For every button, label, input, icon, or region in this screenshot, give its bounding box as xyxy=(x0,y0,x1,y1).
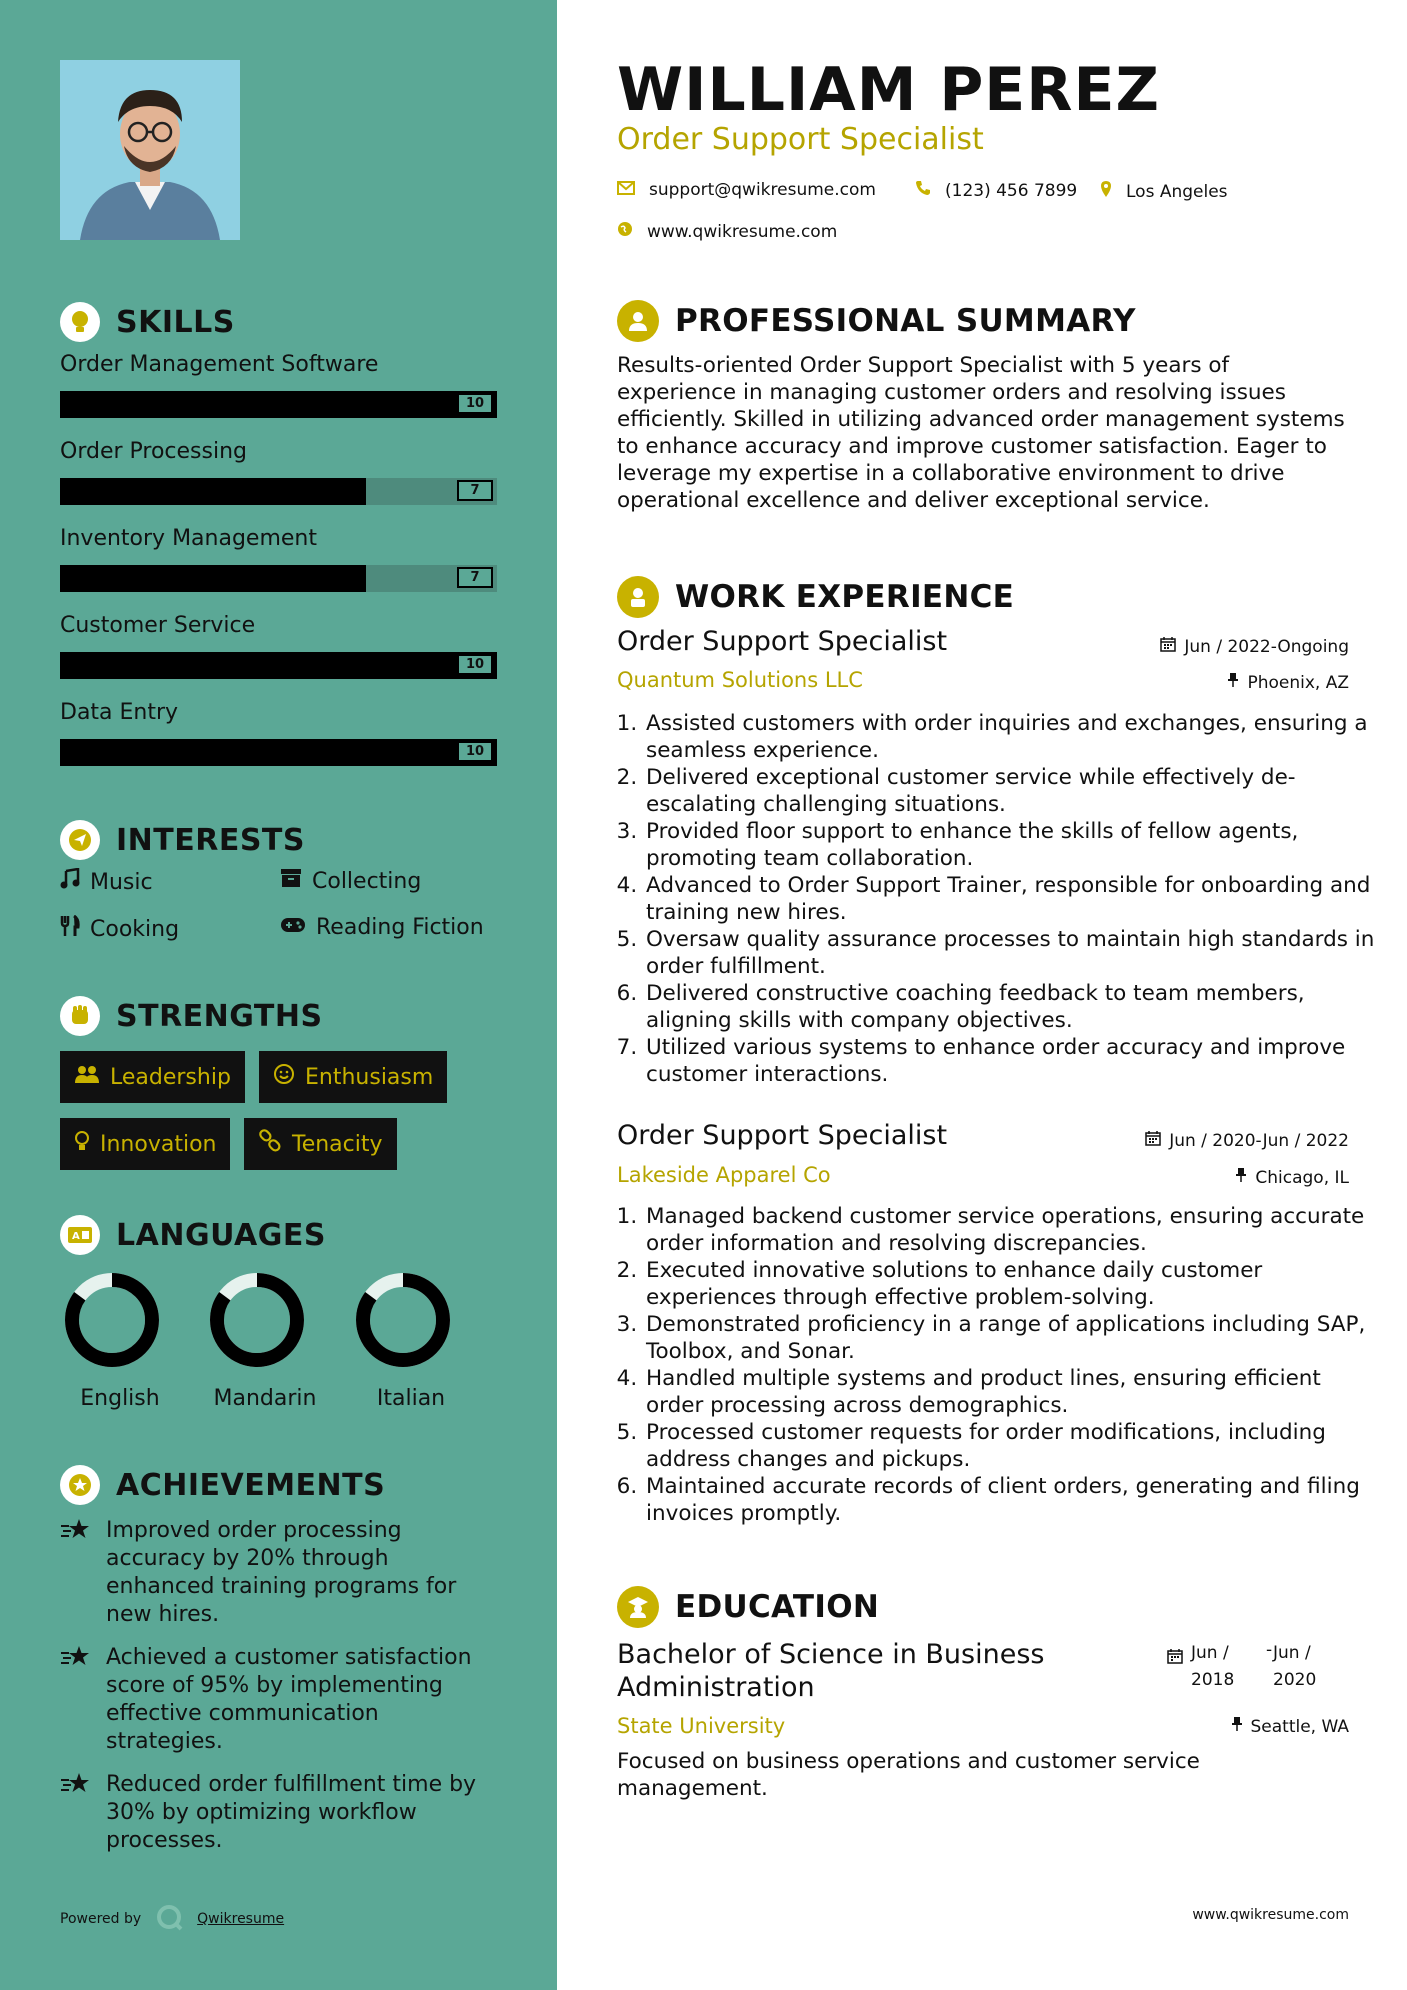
shooting-star-icon xyxy=(60,1517,92,1629)
language-ring xyxy=(64,1272,160,1372)
lightbulb-icon xyxy=(74,1130,90,1158)
footer-site[interactable]: www.qwikresume.com xyxy=(1192,1907,1349,1923)
location-text: Los Angeles xyxy=(1126,181,1228,202)
cutlery-icon xyxy=(60,915,80,943)
summary-title: PROFESSIONAL SUMMARY xyxy=(675,303,1136,339)
skill-value: 10 xyxy=(457,741,493,762)
education-title: EDUCATION xyxy=(675,1589,880,1625)
strength-chip xyxy=(60,1051,245,1103)
achievement-item xyxy=(60,1771,500,1855)
interest-item xyxy=(60,868,153,896)
candidate-name: WILLIAM PEREZ xyxy=(617,55,1160,125)
interest-label: Music xyxy=(90,869,153,895)
email-text[interactable]: support@qwikresume.com xyxy=(649,180,876,200)
job-dates xyxy=(1160,636,1349,657)
interest-label: Cooking xyxy=(90,916,180,942)
list-item: 5. Processed customer requests for order modifications, including address changes and pickups. xyxy=(644,1419,1384,1473)
briefcase-user-icon xyxy=(617,576,659,618)
profile-photo xyxy=(60,60,240,240)
achievement-item xyxy=(60,1644,500,1756)
strength-label: Tenacity xyxy=(292,1131,383,1157)
language-label: Mandarin xyxy=(213,1386,317,1411)
job-dates-text: Jun / 2022-Ongoing xyxy=(1184,636,1349,657)
map-pin-icon xyxy=(1100,180,1112,203)
strength-label: Leadership xyxy=(110,1064,231,1090)
strength-label: Enthusiasm xyxy=(305,1064,434,1090)
interest-item xyxy=(60,915,179,943)
edu-start-date: Jun / 2018 xyxy=(1191,1643,1235,1690)
interest-item xyxy=(280,915,484,940)
achievements-header xyxy=(60,1465,385,1505)
contact-phone xyxy=(915,180,1077,201)
job-location-text: Phoenix, AZ xyxy=(1247,672,1349,693)
summary-header xyxy=(617,300,1136,342)
interest-label: Reading Fiction xyxy=(316,915,484,940)
job-bullets xyxy=(610,1203,1384,1527)
skill-bar xyxy=(60,391,497,418)
svg-text:A: A xyxy=(72,1231,80,1242)
skill-label: Order Processing xyxy=(60,439,247,464)
list-item: 2. Executed innovative solutions to enhance daily customer experiences through effective problem-solving. xyxy=(644,1257,1384,1311)
summary-text: Results-oriented Order Support Specialist with 5 years of experience in managing customer orders and resolving issues efficiently. Skilled in utilizing advanced order management systems to enhance accuracy and improve customer satisfaction. Eager to leverage my expertise in a collaborative environment to drive operational excellence and deliver exceptional service. xyxy=(617,353,1345,513)
strength-chip xyxy=(244,1118,397,1170)
list-item: 5. Oversaw quality assurance processes to maintain high standards in order fulfillment. xyxy=(644,926,1384,980)
shooting-star-icon xyxy=(60,1644,92,1756)
list-item: 7. Utilized various systems to enhance order accuracy and improve customer interactions. xyxy=(644,1034,1384,1088)
skills-title: SKILLS xyxy=(116,304,235,340)
education-header xyxy=(617,1586,879,1628)
achievements-title: ACHIEVEMENTS xyxy=(116,1467,386,1503)
strengths-title: STRENGTHS xyxy=(116,998,323,1034)
globe-icon xyxy=(617,221,633,242)
job-bullets xyxy=(610,710,1384,1088)
experience-header xyxy=(617,576,1014,618)
list-item: 4. Handled multiple systems and product lines, ensuring efficient order processing across demographics. xyxy=(644,1365,1384,1419)
skill-bar xyxy=(60,478,497,505)
language-label: English xyxy=(80,1386,160,1411)
powered-by-label: Powered by xyxy=(60,1911,142,1927)
list-item: 6. Maintained accurate records of client orders, generating and filing invoices promptly. xyxy=(644,1473,1384,1527)
strength-label: Innovation xyxy=(100,1131,217,1157)
edu-end-date: Jun / 2020 xyxy=(1273,1643,1317,1690)
skill-bar xyxy=(60,739,497,766)
skill-label: Data Entry xyxy=(60,700,179,725)
job-dates xyxy=(1145,1130,1349,1151)
skill-label: Customer Service xyxy=(60,613,256,638)
list-item: 3. Provided floor support to enhance the skills of fellow agents, promoting team collaboration. xyxy=(644,818,1384,872)
job-location xyxy=(1235,1167,1349,1188)
gamepad-icon xyxy=(280,915,306,940)
contact-location xyxy=(1100,180,1228,203)
experience-title: WORK EXPERIENCE xyxy=(675,579,1015,615)
degree-title: Bachelor of Science in Business Administration xyxy=(617,1639,1045,1703)
website-text[interactable]: www.qwikresume.com xyxy=(647,221,838,242)
music-icon xyxy=(60,868,80,896)
company-name: Quantum Solutions LLC xyxy=(617,668,863,692)
skill-label: Inventory Management xyxy=(60,526,317,551)
skill-value: 7 xyxy=(457,567,493,588)
pin-icon xyxy=(1231,1716,1243,1737)
achievement-text: Reduced order fulfillment time by 30% by optimizing workflow processes. xyxy=(106,1772,477,1853)
envelope-icon xyxy=(617,180,635,200)
shooting-star-icon xyxy=(60,1771,92,1855)
users-icon xyxy=(74,1064,100,1090)
list-item: 6. Delivered constructive coaching feedback to team members, aligning skills with company objectives. xyxy=(644,980,1384,1034)
list-item: 4. Advanced to Order Support Trainer, responsible for onboarding and training new hires. xyxy=(644,872,1384,926)
list-item: 3. Demonstrated proficiency in a range of applications including SAP, Toolbox, and Sonar. xyxy=(644,1311,1384,1365)
translate-icon xyxy=(60,1215,100,1255)
list-item: 1. Managed backend customer service operations, ensuring accurate order information and resolving discrepancies. xyxy=(644,1203,1384,1257)
interests-title: INTERESTS xyxy=(116,822,305,858)
achievement-item xyxy=(60,1517,500,1629)
school-name: State University xyxy=(617,1714,786,1738)
job-location xyxy=(1227,672,1349,693)
skill-value: 7 xyxy=(457,480,493,501)
job-location-text: Chicago, IL xyxy=(1255,1167,1349,1188)
pin-icon xyxy=(1235,1167,1247,1188)
skills-header xyxy=(60,302,235,342)
pin-icon xyxy=(1227,672,1239,693)
language-ring xyxy=(355,1272,451,1372)
interest-label: Collecting xyxy=(312,868,422,894)
skill-value: 10 xyxy=(457,393,493,414)
smile-icon xyxy=(273,1063,295,1091)
edu-date-dash: - xyxy=(1266,1640,1273,1660)
achievement-text: Improved order processing accuracy by 20% through enhanced training programs for new hires. xyxy=(106,1518,457,1627)
list-item: 1. Assisted customers with order inquiries and exchanges, ensuring a seamless experience. xyxy=(644,710,1384,764)
company-name: Lakeside Apparel Co xyxy=(617,1163,831,1187)
interest-item xyxy=(280,868,421,894)
interests-header xyxy=(60,820,305,860)
skill-bar xyxy=(60,565,497,592)
language-label: Italian xyxy=(376,1386,446,1411)
paper-plane-icon xyxy=(60,820,100,860)
language-ring xyxy=(209,1272,305,1372)
skill-bar xyxy=(60,652,497,679)
contact-website xyxy=(617,221,837,242)
edu-location-text: Seattle, WA xyxy=(1250,1716,1349,1737)
edu-location xyxy=(1231,1716,1350,1737)
job-title: Order Support Specialist xyxy=(617,626,948,657)
fist-icon xyxy=(60,996,100,1036)
list-item: 2. Delivered exceptional customer service while effectively de-escalating challenging situations. xyxy=(644,764,1384,818)
calendar-icon xyxy=(1167,1648,1183,1668)
achievement-text: Achieved a customer satisfaction score of 95% by implementing effective communication strategies. xyxy=(106,1645,472,1754)
powered-by xyxy=(60,1903,284,1935)
archive-icon xyxy=(280,868,302,894)
job-dates-text: Jun / 2020-Jun / 2022 xyxy=(1169,1130,1349,1151)
job-title: Order Support Specialist xyxy=(617,1120,948,1151)
lightbulb-icon xyxy=(60,302,100,342)
skill-label: Order Management Software xyxy=(60,352,379,377)
edu-description: Focused on business operations and customer service management. xyxy=(617,1749,1200,1801)
strength-chip xyxy=(60,1118,230,1170)
calendar-icon xyxy=(1145,1130,1161,1151)
star-badge-icon xyxy=(60,1465,100,1505)
link-icon xyxy=(258,1129,282,1159)
phone-text[interactable]: (123) 456 7899 xyxy=(945,180,1078,201)
languages-header xyxy=(60,1215,326,1255)
strength-chip xyxy=(259,1051,447,1103)
phone-icon xyxy=(915,180,931,201)
candidate-title: Order Support Specialist xyxy=(617,122,984,157)
languages-title: LANGUAGES xyxy=(116,1217,326,1253)
strengths-header xyxy=(60,996,323,1036)
contact-email xyxy=(617,180,876,200)
user-icon xyxy=(617,300,659,342)
calendar-icon xyxy=(1160,636,1176,657)
qwikresume-logo-icon xyxy=(155,1903,183,1935)
graduate-icon xyxy=(617,1586,659,1628)
skill-value: 10 xyxy=(457,654,493,675)
brand-link[interactable]: Qwikresume xyxy=(197,1911,285,1927)
